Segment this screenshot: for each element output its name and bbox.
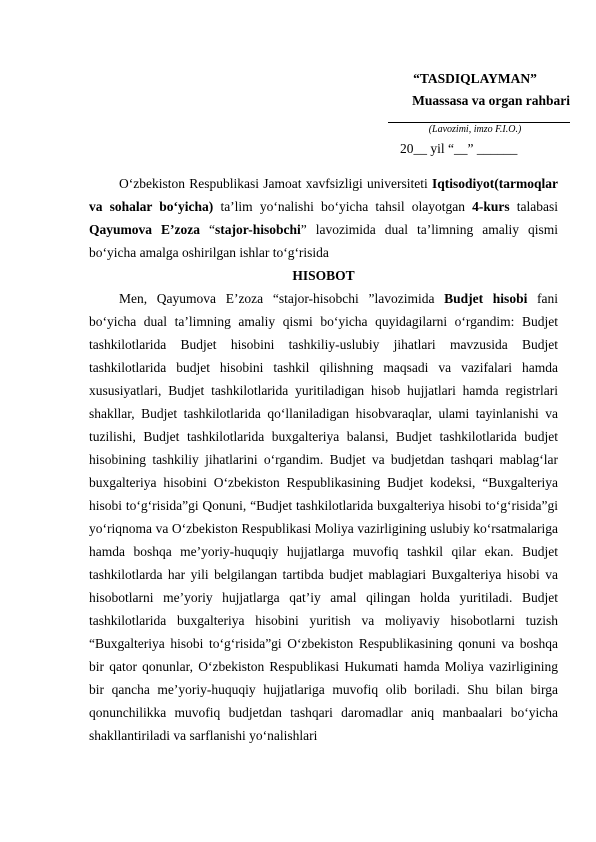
intro-text-2: ta’lim yo‘nalishi bo‘yicha tahsil olayotgan	[213, 199, 473, 214]
intro-text-1: O‘zbekiston Respublikasi Jamoat xavfsizligi universiteti	[119, 176, 432, 191]
report-paragraph	[89, 287, 558, 747]
position-title: stajor-hisobchi	[215, 222, 301, 237]
signature-line	[388, 112, 570, 123]
intro-text-3: talabasi	[509, 199, 558, 214]
signature-caption: (Lavozimi, imzo F.I.O.)	[428, 124, 522, 135]
report-text-2: fani bo‘yicha dual ta’limning amaliy qismi bo‘yicha quyidagilarni o‘rgandim: Budjet tashkilotlarida Budjet hisobini tashkiliy-uslubiy jihatlari mavzusida Budjet tashkilotlarida budjet hisobini tashkil qilishning maqsadi va vazifalari hamda xususiyatlari, Budjet tashkilotlarida yuritiladigan hisob hujjatlari hamda registrlari shakllar, Budjet tashkilotlarida qo‘llaniladigan hisobvaraqlar, ulami tayinlanishi va tuzilishi, Budjet tashkilotlarida buxgalteriya balansi, Budjet tashkilotlarida budjet hisobining tashkiliy jihatlarini o‘rgandim. Budjet va budjetdan tashqari mablag‘lar buxgalteriya hisobini O‘zbekiston Respublikasining Budjet kodeksi, “Buxgalteriya hisobi to‘g‘risida”gi Qonuni, “Budjet tashkilotlarida buxgalteriya hisobi to‘g‘risida”gi yo‘riqnoma va O‘zbekiston Respublikasi Moliya vazirligining uslubiy ko‘rsatmalariga hamda boshqa me’yoriy-huquqiy hujjatlarga muvofiq tashkil qilar ekan. Budjet tashkilotlarda har yili belgilangan tartibda budjet mablagiari Buxgalteriya hisobi va hisobotlarni me’yoriy hujjatlarga qat’iy amal qilingan holda yuritiladi. Budjet tashkilotlarida buxgalteriya hisobini yuritish va moliyaviy hisobotlarni tuzish “Buxgalteriya hisobi to‘g‘risida”gi O‘zbekiston Respublikasining qonuni va boshqa bir qator qonunlar, O‘zbekiston Respublikasi Hukumati hamda Moliya vazirligining bir qancha me’yoriy-huquqiy hujjatlariga muvofiq olib boriladi. Shu bilan birga qonunchilikka muvofiq budjetdan tashqari daromadlar aniq manbaalari bo‘yicha shakllantiriladi va sarflanishi yo‘nalishlari	[89, 291, 558, 743]
intro-paragraph	[89, 172, 558, 264]
intro-text-5: ” lavozimida dual ta’limning amaliy qismi bo‘yicha amalga oshirilgan ishlar to‘g‘risida	[89, 222, 558, 260]
specialty-name: Iqtisodiyot(tarmoqlar va sohalar bo‘yicha)	[89, 176, 558, 214]
approval-head-label: Muassasa va organ rahbari	[412, 93, 570, 108]
report-heading: HISOBOT	[292, 268, 355, 283]
document-body	[89, 172, 558, 747]
approval-title: “TASDIQLAYMAN”	[413, 71, 537, 86]
report-text-1: Men, Qayumova E’zoza “stajor-hisobchi ”lavozimida	[119, 291, 445, 306]
course-year: 4-kurs	[472, 199, 510, 214]
student-name: Qayumova E’zoza	[89, 222, 200, 237]
intro-text-4: “	[200, 222, 215, 237]
approval-block	[380, 70, 570, 158]
approval-date: 20__ yil “__” ______	[400, 141, 518, 156]
subject-name: Budjet hisobi	[444, 291, 528, 306]
